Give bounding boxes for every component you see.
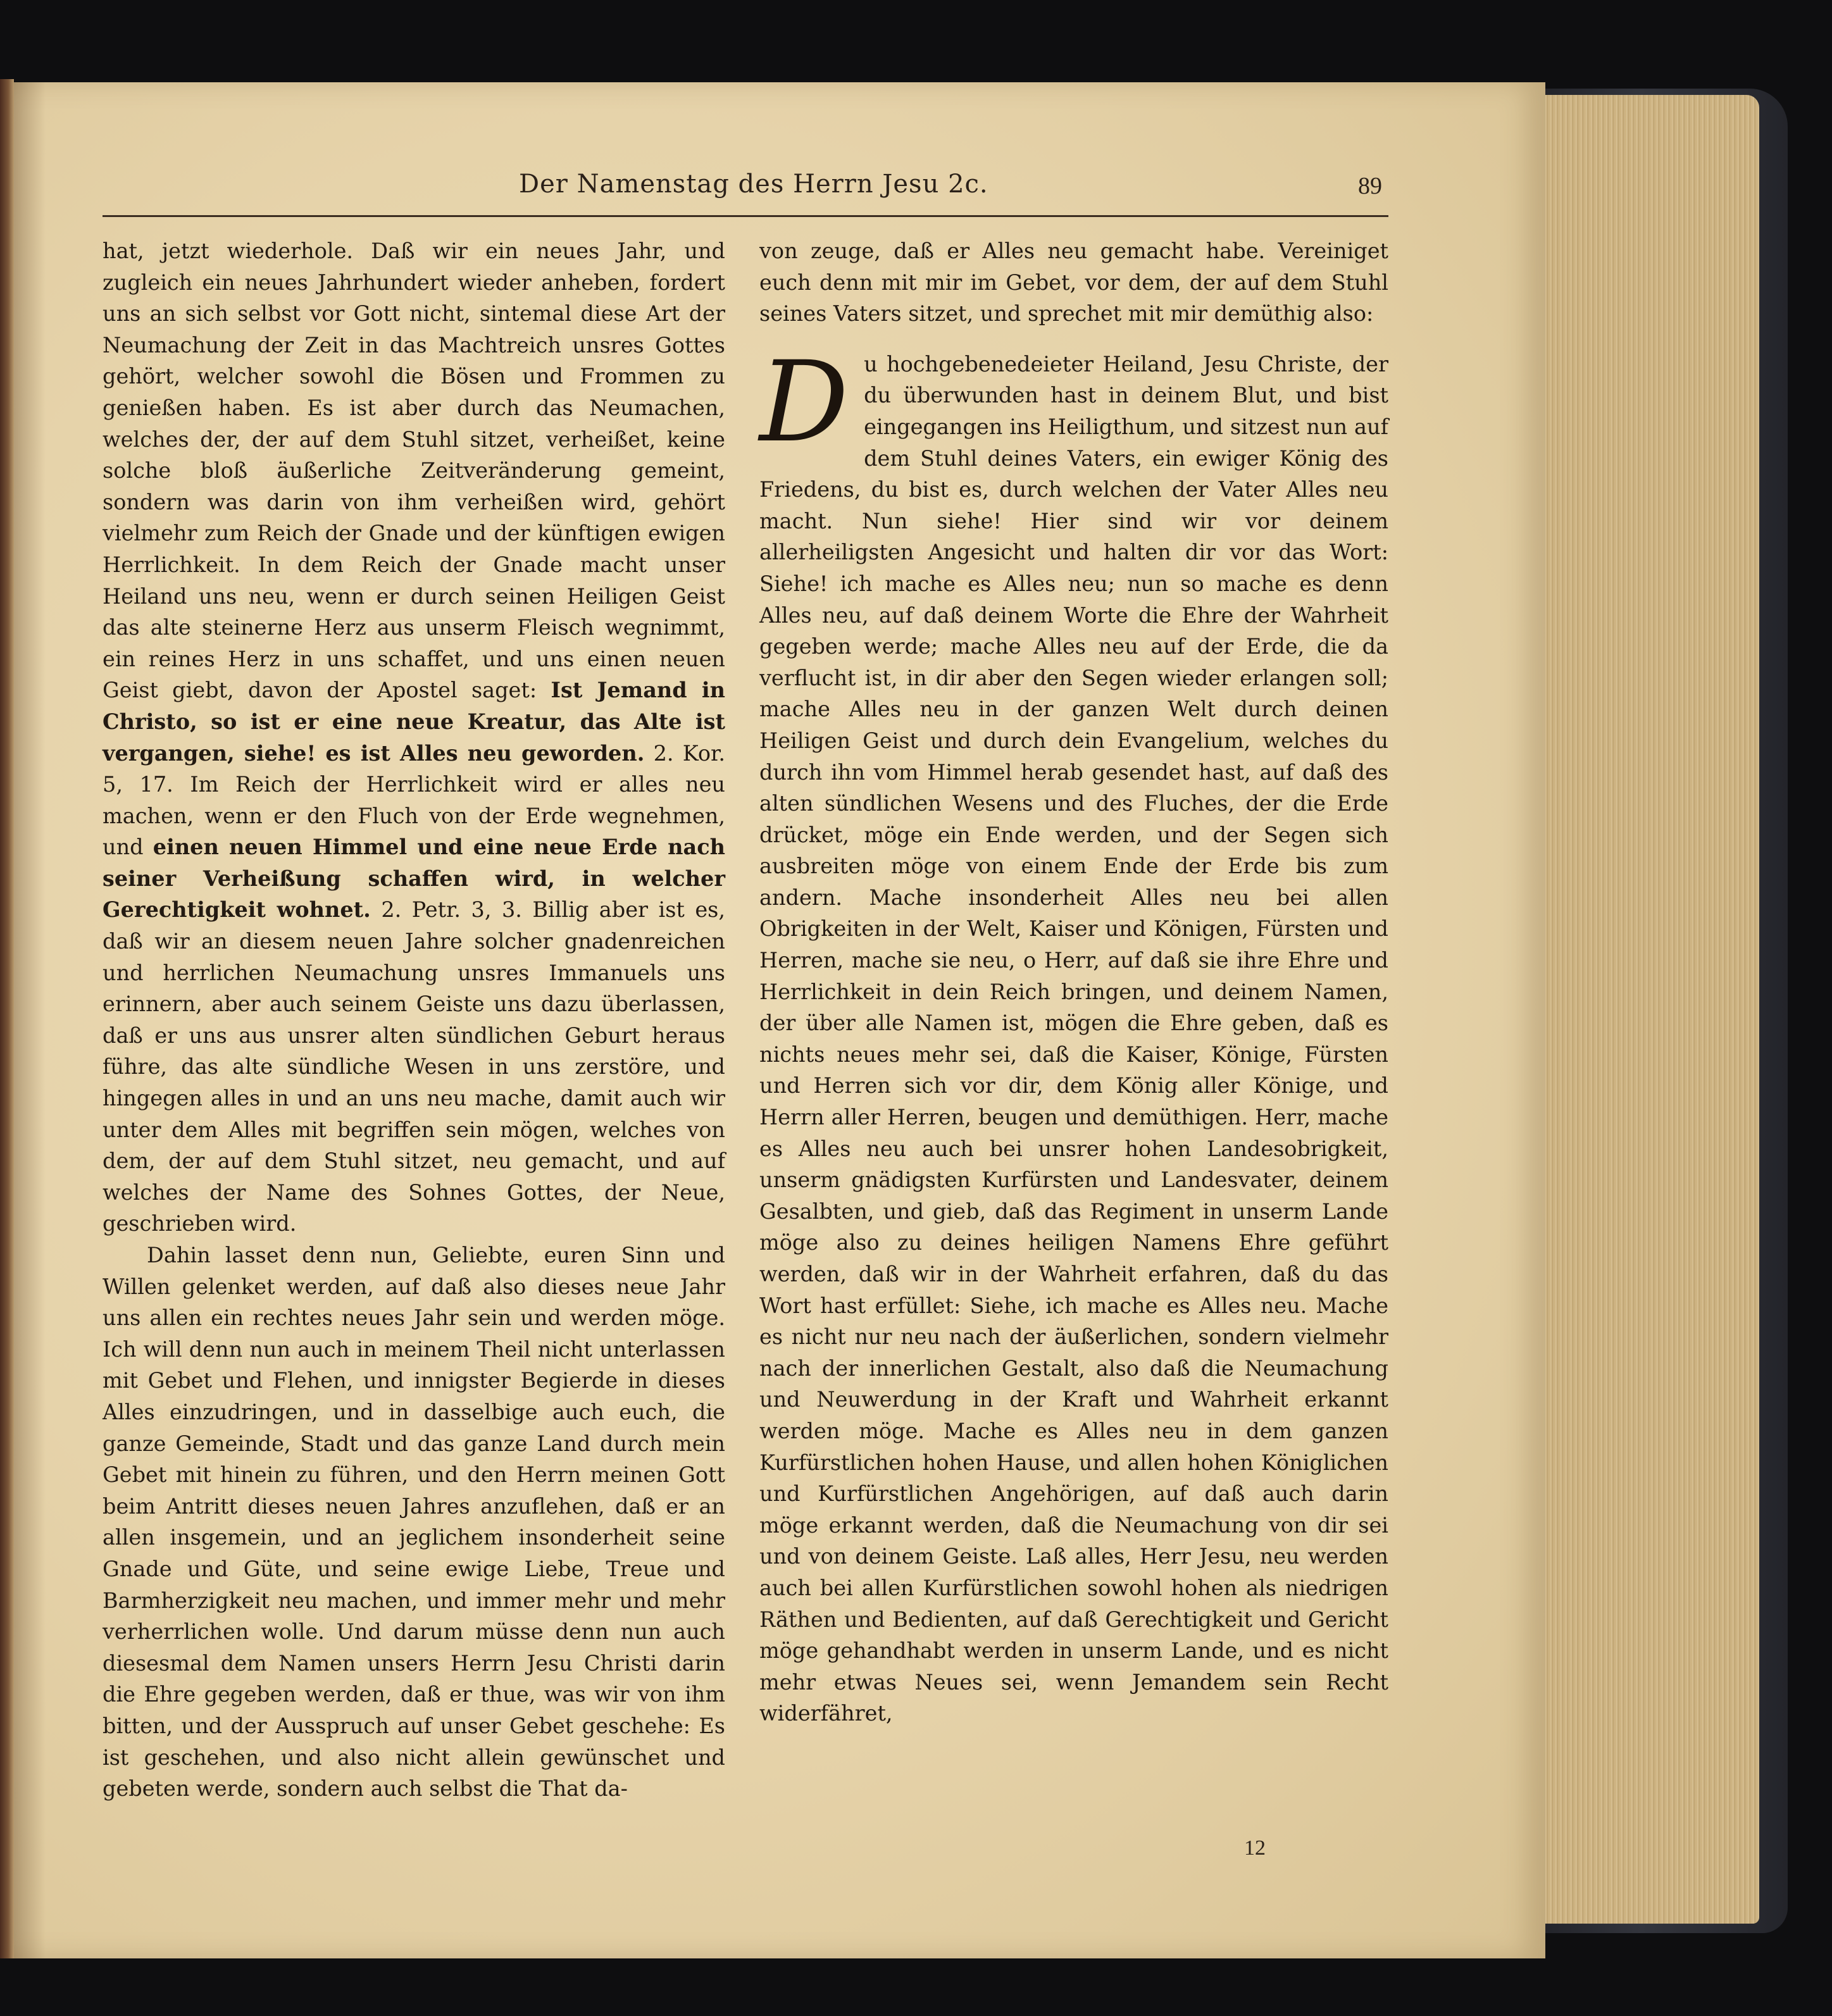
decorative-initial: D: [759, 337, 849, 467]
paragraph-2: Dahin lasset denn nun, Geliebte, euren Sinn und Willen gelenket werden, auf daß also dieses neue Jahr uns allen ein rechtes neues Jahr sein und werden möge. Ich will denn nun auch in meinem Theil nicht unterlassen mit Gebet und Flehen, und innigster Begierde in dieses Alles einzudringen, und in dasselbige auch euch, die ganze Gemeinde, Stadt und das ganze Land durch mein Gebet mit hinein zu führen, und den Herrn meinen Gott beim Antritt dieses neuen Jahres anzuflehen, daß er an allen insgemein, und an jeglichem insonderheit seine Gnade und Güte, und seine ewige Liebe, Treue und Barmherzigkeit neu machen, und immer mehr und mehr verherrlichen wolle. Und darum müsse denn nun auch diesesmal dem Namen unsers Herrn Jesu Christi darin die Ehre gegeben werden, daß er thue, was wir von ihm bitten, und der Ausspruch auf unser Gebet geschehe: Es ist geschehen, und also nicht allein gewünschet und gebeten werde, sondern auch selbst die That da-: [103, 1243, 725, 1801]
page-block-edges: [1544, 95, 1759, 1924]
intro-paragraph: von zeuge, daß er Alles neu gemacht habe. Vereiniget euch denn mit mir im Gebet, vor dem, der auf dem Stuhl seines Vaters sitzet, und sprechet mit mir demüthig also:: [759, 239, 1388, 327]
paragraph-1-text-a: hat, jetzt wiederhole. Daß wir ein neues Jahr, und zugleich ein neues Jahrhundert wieder anheben, fordert uns an sich selbst vor Gott nicht, sintemal diese Art der Neumachung der Zeit in das Machtreich unsres Gottes gehört, welcher sowohl die Bösen und Frommen zu genießen haben. Es ist aber durch das Neumachen, welches der, der auf dem Stuhl sitzet, verheißet, keine solche bloß äußerliche Zeitveränderung gemeint, sondern was darin von ihm verheißen wird, gehört vielmehr zum Reich der Gnade und der künftigen ewigen Herrlichkeit. In dem Reich der Gnade macht unser Heiland uns neu, wenn er durch seinen Heiligen Geist das alte steinerne Herz aus unserm Fleisch wegnimmt, ein reines Herz in uns schaffet, und uns einen neuen Geist giebt, davon der Apostel saget:: [103, 239, 725, 703]
prayer-text: u hochgebenedeieter Heiland, Jesu Christe, der du überwunden hast in deinem Blut, und bist eingegangen ins Heiligthum, und sitzest nun auf dem Stuhl deines Vaters, ein ewiger König des Friedens, du bist es, durch welchen der Vater Alles neu macht. Nun siehe! Hier sind wir vor deinem allerheiligsten Angesicht und halten dir vor das Wort: Siehe! ich mache es Alles neu; nun so mache es denn Alles neu, auf daß deinem Worte die Ehre der Wahrheit gegeben werde; mache Alles neu auf der Erde, die da verflucht ist, in dir aber den Segen wieder erlangen soll; mache Alles neu in der ganzen Welt durch deinen Heiligen Geist und durch dein Evangelium, welches du durch ihn vom Himmel herab gesendet hast, auf daß des alten sündlichen Wesens und des Fluches, der die Erde drücket, möge ein Ende werden, und der Segen sich ausbreiten möge von einem Ende der Erde bis zum andern. Mache insonderheit Alles neu bei allen Obrigkeiten in der Welt, Kaiser und Königen, Fürsten und Herren, mache sie neu, o Herr, auf daß sie ihre Ehre und Herrlichkeit in dein Reich bringen, und deinem Namen, der über alle Namen ist, mögen die Ehre geben, daß es nichts neues mehr sei, daß die Kaiser, Könige, Fürsten und Herren sich vor dir, dem König aller Könige, und Herrn aller Herren, beugen und demüthigen. Herr, mache es Alles neu auch bei unsrer hohen Landesobrigkeit, unserm gnädigsten Kurfürsten und Landesvater, deinem Gesalbten, und gieb, daß das Regiment in unserm Lande möge also zu deines heiligen Namens Ehre geführt werden, daß wir in der Wahrheit erfahren, daß du das Wort hast erfüllet: Siehe, ich mache es Alles neu. Mache es nicht nur neu nach der äußerlichen, sondern vielmehr nach der innerlichen Gestalt, also daß die Neumachung und Neuwerdung in der Kraft und Wahrheit erkannt werden möge. Mache es Alles neu in dem ganzen Kurfürstlichen hohen Hause, und allen hohen Königlichen und Kurfürstlichen Angehörigen, auf daß auch darin möge erkannt werden, daß die Neumachung von dir sei und von deinem Geiste. Laß alles, Herr Jesu, neu werden auch bei allen Kurfürstlichen sowohl hohen als niedrigen Räthen und Bedienten, auf daß Gerechtigkeit und Gericht möge gehandhabt werden in unserm Lande, und es nicht mehr etwas Neues sei, wenn Jemandem sein Recht widerfähret,: [759, 351, 1388, 1726]
paragraph-1-text-b: 2. Kor. 5, 17. Im Reich der Herrlichkeit wird er alles neu machen, wenn er den Fluch von der Erde wegnehmen, und: [103, 740, 726, 860]
paragraph-1-text-c: 2. Petr. 3, 3. Billig aber ist es, daß wir an diesem neuen Jahre solcher gnadenreichen und herrlichen Neumachung unsres Immanuels uns erinnern, aber auch seinem Geiste uns dazu überlassen, daß er uns aus unsrer alten sündlichen Geburt heraus führe, das alte sündliche Wesen in uns zerstöre, und hingegen alles in und an uns neu mache, damit auch wir unter dem Alles mit begriffen sein mögen, welches von dem, der auf dem Stuhl sitzet, neu gemacht, und auf welches der Name des Sohnes Gottes, der Neue, geschrieben wird.: [103, 897, 726, 1236]
page-number: 89: [1358, 173, 1382, 199]
scripture-quote-2kor: Ist Jemand in Christo, so ist er eine neue Kreatur, das Alte ist vergangen, siehe! es ist Alles neu geworden.: [103, 678, 725, 766]
running-title: Der Namenstag des Herrn Jesu 2c.: [519, 170, 988, 199]
signature-mark: 12: [1244, 1836, 1266, 1860]
left-page-edge: [0, 79, 14, 1958]
page-gutter-shadow: [14, 82, 46, 1958]
paragraph-1: [103, 235, 725, 1240]
left-column: [103, 235, 725, 1805]
scripture-quote-2petr: einen neuen Himmel und eine neue Erde nach seiner Verheißung schaffen wird, in welcher Gerechtigkeit wohnet.: [103, 835, 725, 923]
prayer-paragraph: [759, 337, 1388, 1729]
header-rule: [103, 215, 1388, 217]
right-column: [759, 235, 1388, 1729]
